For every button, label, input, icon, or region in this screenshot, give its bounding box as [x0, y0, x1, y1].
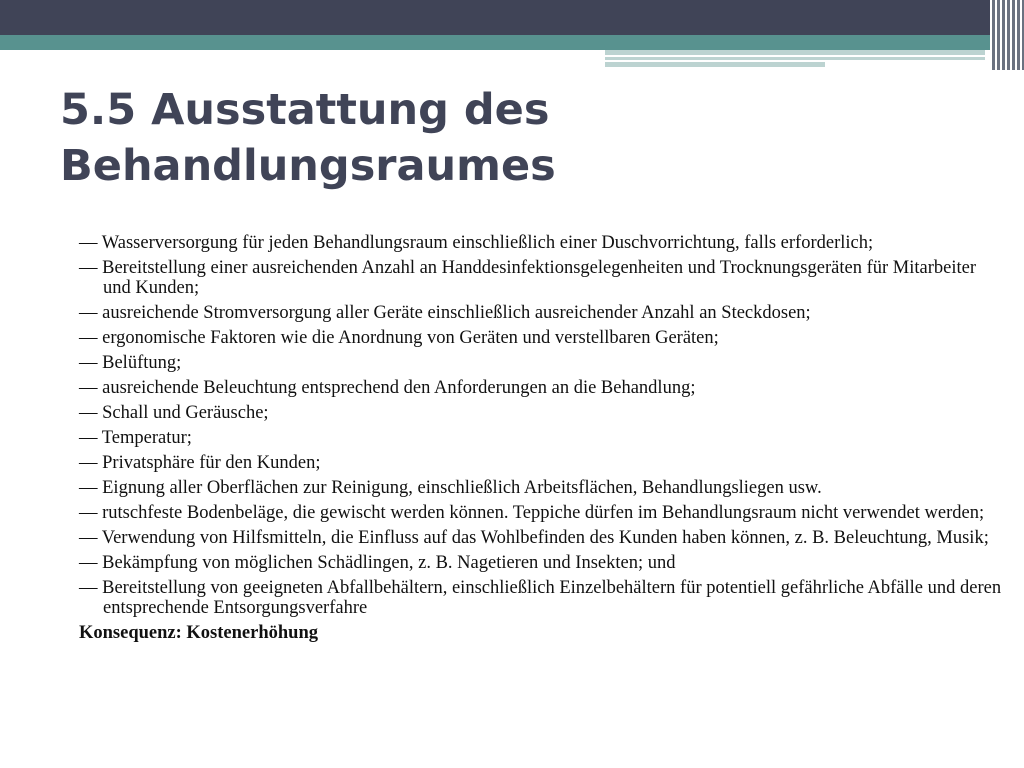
list-item: — Wasserversorgung für jeden Behandlungsraum einschließlich einer Duschvorrichtung, falls erforderlich; [79, 233, 874, 253]
slide-title: 5.5 Ausstattung des Behandlungsraumes [60, 85, 556, 191]
list-item: — ergonomische Faktoren wie die Anordnung von Geräten und verstellbaren Geräten; [79, 328, 719, 348]
list-item: — ausreichende Beleuchtung entsprechend den Anforderungen an die Behandlung; [79, 378, 696, 398]
list-item: — rutschfeste Bodenbeläge, die gewischt werden können. Teppiche dürfen im Behandlungsraum nicht verwendet werden; [79, 503, 985, 523]
header-accent-bar-short [605, 62, 825, 67]
list-item: — Temperatur; [79, 428, 192, 448]
list-item: — Schall und Geräusche; [79, 403, 269, 423]
list-item: — Bereitstellung von geeigneten Abfallbehältern, einschließlich Einzelbehältern für potentiell gefährliche Abfälle und deren entsprechende Entsorgungsverfahre [79, 578, 1002, 618]
header-dark-band [0, 0, 1024, 35]
list-item: — Eignung aller Oberflächen zur Reinigung, einschließlich Arbeitsflächen, Behandlungsliegen usw. [79, 478, 822, 498]
header-accent-divider [605, 55, 985, 57]
list-item: — Privatsphäre für den Kunden; [79, 453, 321, 473]
conclusion-text: Konsequenz: Kostenerhöhung [79, 623, 318, 643]
header-teal-band [0, 35, 1024, 50]
list-item: — Belüftung; [79, 353, 182, 373]
list-item: — Bereitstellung einer ausreichenden Anzahl an Handdesinfektionsgelegenheiten und Trocknungsgeräten für Mitarbeiter und Kunden; [79, 258, 976, 298]
list-item: — Verwendung von Hilfsmitteln, die Einfluss auf das Wohlbefinden des Kunden haben können, z. B. Beleuchtung, Musik; [79, 528, 989, 548]
list-item: — ausreichende Stromversorgung aller Geräte einschließlich ausreichender Anzahl an Steckdosen; [79, 303, 811, 323]
list-item: — Bekämpfung von möglichen Schädlingen, z. B. Nagetieren und Insekten; und [79, 553, 676, 573]
header-stripe-pattern [990, 0, 1024, 70]
requirements-list [73, 233, 1008, 648]
